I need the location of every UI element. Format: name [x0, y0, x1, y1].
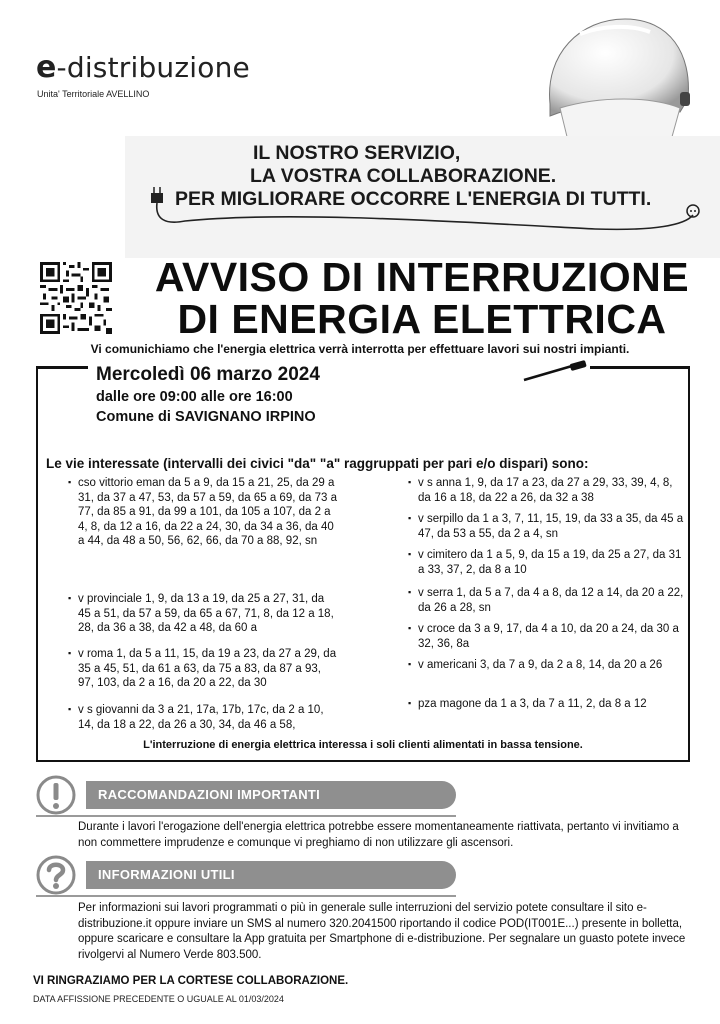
slogan-line-2: LA VOSTRA COLLABORAZIONE.	[250, 165, 557, 187]
street-item: ▪ pza magone da 1 a 3, da 7 a 11, 2, da 8 a 12	[418, 697, 684, 712]
info-heading-bar	[86, 861, 456, 889]
territorial-unit: Unita' Territoriale AVELLINO	[37, 89, 150, 99]
notice-title-line-2: DI ENERGIA ELETTRICA	[177, 296, 667, 342]
info-text: Per informazioni sui lavori programmati o più in generale sulle interruzioni del servizio potete consultare il sito e-distribuzione.it oppure inviare un SMS al numero 320.2041500 riportando il codice POD(IT001E...) presente in bolletta, oppure scaricare e consultare la App gratuita per Smartphone di e-distribuzione. Per segnalare un guasto potete invece rivolgervi al Numero Verde 803.500.	[78, 902, 686, 961]
interruption-comune: Comune di SAVIGNANO IRPINO	[96, 409, 316, 425]
streets-heading: Le vie interessate (intervalli dei civici "da" "a" raggruppati per pari e/o dispari) sono:	[46, 456, 589, 471]
plug-cable-icon	[145, 185, 715, 240]
street-item: ▪ v americani 3, da 7 a 9, da 2 a 8, 14, da 20 a 26	[418, 658, 684, 673]
street-item: ▪ v croce da 3 a 9, 17, da 4 a 10, da 20 a 24, da 30 a 32, 36, 8a	[418, 622, 684, 651]
recommendations-divider	[36, 815, 456, 817]
recommendations-heading-bar	[86, 781, 456, 809]
recommendations-text: Durante i lavori l'erogazione dell'energia elettrica potrebbe essere momentaneamente riattivata, pertanto vi invitiamo a non commettere imprudenze e comunque vi preghiamo di non utilizzare gli ascensori.	[78, 821, 679, 849]
interruption-date: Mercoledì 06 marzo 2024	[96, 364, 320, 385]
slogan-line-3: PER MIGLIORARE OCCORRE L'ENERGIA DI TUTTI.	[175, 188, 652, 210]
logo-text: -distribuzione	[56, 51, 250, 84]
exclamation-icon	[36, 775, 76, 815]
notice-box-top-right	[590, 366, 690, 369]
question-icon	[36, 855, 76, 895]
posting-date: DATA AFFISSIONE PRECEDENTE O UGUALE AL 01/03/2024	[33, 994, 284, 1004]
recommendations-heading: RACCOMANDAZIONI IMPORTANTI	[98, 787, 321, 802]
intro-text: Vi comunichiamo che l'energia elettrica verrà interrotta per effettuare lavori sui nostri impianti.	[90, 342, 630, 356]
low-voltage-note: L'interruzione di energia elettrica interessa i soli clienti alimentati in bassa tensione.	[143, 739, 583, 751]
qr-code	[40, 262, 112, 334]
street-item: ▪ v roma 1, da 5 a 11, 15, da 19 a 23, da 27 a 29, da 35 a 45, 51, da 61 a 63, da 75 a 83, da 87 a 93, 97, 103, da 2 a 16, da 20 a 22, da 30	[78, 647, 340, 691]
street-item: ▪ v serra 1, da 5 a 7, da 4 a 8, da 12 a 14, da 20 a 22, da 26 a 28, sn	[418, 586, 684, 615]
slogan-line-1: IL NOSTRO SERVIZIO,	[253, 142, 461, 164]
street-item: ▪ v cimitero da 1 a 5, 9, da 15 a 19, da 25 a 27, da 31 a 33, 37, 2, da 8 a 10	[418, 548, 684, 577]
street-item: ▪ v serpillo da 1 a 3, 7, 11, 15, 19, da 33 a 35, da 45 a 47, da 53 a 55, da 2 a 4, sn	[418, 512, 684, 541]
thanks-text: VI RINGRAZIAMO PER LA CORTESE COLLABORAZIONE.	[33, 975, 349, 987]
street-item: ▪ cso vittorio eman da 5 a 9, da 15 a 21, 25, da 29 a 31, da 37 a 47, 53, da 57 a 59, da 65 a 69, da 73 a 77, da 85 a 91, da 99 a 101, da 105 a 107, da 2 a 4, 8, da 12 a 16, da 22 a 24, 30, da 34 a 36, da 40 a 44, da 48 a 50, 56, 62, 66, da 70 a 88, 92, sn	[78, 476, 340, 549]
screwdriver-icon	[520, 360, 590, 384]
info-divider	[36, 895, 456, 897]
street-item: ▪ v s giovanni da 3 a 21, 17a, 17b, 17c, da 2 a 10, 14, da 18 a 22, da 26 a 30, 34, da 46 a 58,	[78, 703, 340, 732]
logo-e: e	[36, 50, 57, 85]
notice-box-top-left	[36, 366, 88, 369]
e-distribuzione-logo	[36, 50, 250, 85]
street-item: ▪ v s anna 1, 9, da 17 a 23, da 27 a 29, 33, 39, 4, 8, da 16 a 18, da 22 a 26, da 32 a 38	[418, 476, 684, 505]
street-item: ▪ v provinciale 1, 9, da 13 a 19, da 25 a 27, 31, da 45 a 51, da 57 a 59, da 65 a 67, 71, 8, da 12 a 18, 28, da 36 a 38, da 42 a 48, da 60 a	[78, 592, 340, 636]
notice-title-line-1: AVVISO DI INTERRUZIONE	[154, 254, 690, 300]
interruption-hours: dalle ore 09:00 alle ore 16:00	[96, 389, 293, 405]
safety-helmet-icon	[520, 4, 700, 154]
info-heading: INFORMAZIONI UTILI	[98, 867, 235, 882]
notice-title	[124, 256, 720, 340]
